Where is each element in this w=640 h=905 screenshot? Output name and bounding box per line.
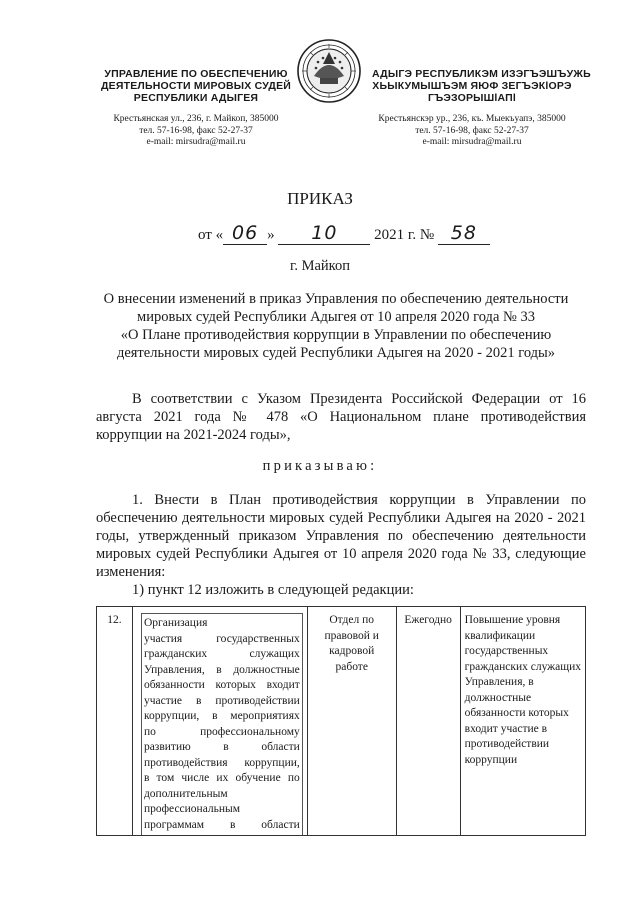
preamble-paragraph: В соответствии с Указом Президента Российской Федерации от 16 августа 2021 года № 478 «О Национальном плане противодействия коррупции на 2021-2024 годы», [96, 391, 586, 443]
date-number-line [198, 222, 490, 245]
plan-table [96, 606, 586, 836]
date-month: 10 [278, 222, 370, 245]
order-subject: О внесении изменений в приказ Управления по обеспечению деятельности мировых судей Республики Адыгея от 10 апреля 2020 года № 33 «О Плане противодействия коррупции в Управлении по обеспечению деятельности мировых судей Республики Адыгея на 2020 - 2021 годы» [103, 291, 569, 361]
date-year: 2021 г. [374, 227, 417, 243]
result-cell: Повышение уровня квалификации государственных гражданских служащих Управления, в должностные обязанности которых входит участие в противодействии коррупции [460, 607, 585, 836]
date-day: 06 [223, 222, 267, 245]
left-org-name: УПРАВЛЕНИЕ ПО ОБЕСПЕЧЕНИЮ ДЕЯТЕЛЬНОСТИ МИРОВЫХ СУДЕЙ РЕСПУБЛИКИ АДЫГЕЯ [100, 68, 292, 104]
number-sign: № [419, 227, 435, 243]
row-number: 12. [97, 607, 133, 836]
table-row [97, 607, 586, 836]
date-prefix: от « [198, 227, 224, 243]
term-cell: Ежегодно [396, 607, 460, 836]
subitem-1: 1) пункт 12 изложить в следующей редакции: [132, 582, 414, 598]
activity-cell: Организация участия государственных гражданских служащих Управления, в должностные обязанности которых входит участие в противодействии коррупции, в мероприятиях по профессиональному развитию в области противодействия коррупции, в том числе их обучение по дополнительным профессиональным программам в области [132, 607, 307, 836]
order-word: приказываю: [262, 458, 378, 474]
city: г. Майкоп [290, 258, 350, 274]
item-1-paragraph: 1. Внести в План противодействия коррупции в Управлении по обеспечению деятельности мировых судей Республики Адыгея на 2020 - 2021 годы, утвержденный приказом Управления по обеспечению деятельности мировых судей Республики Адыгея от 10 апреля 2020 года № 33, следующие изменения: 1) пункт 12 изложить в следующей редакции: [96, 492, 586, 598]
document-title: ПРИКАЗ [287, 189, 353, 208]
right-org-name: АДЫГЭ РЕСПУБЛИКЭМ ИЗЭГЪЭШЪУЖЬ ХЬЫКУМЫШЪЭМ ЯЮФ ЗЕГЪЭКlОРЭ ГЪЭЗОРЫШlАПl [372, 68, 591, 104]
date-day-close: » [267, 227, 275, 243]
right-org-address: Крестьянскэр ур., 236, къ. Мыекъуапэ, 385000 тел. 57-16-98, факс 52-27-37 e-mail: mirsudra@mail.ru [378, 114, 566, 147]
left-org-address: Крестьянская ул., 236, г. Майкоп, 385000 тел. 57-16-98, факс 52-27-37 e-mail: mirsudra@mail.ru [113, 114, 279, 147]
responsible-cell: Отдел по правовой и кадровой работе [307, 607, 396, 836]
coat-of-arms-icon [296, 38, 362, 104]
order-number: 58 [438, 222, 490, 245]
